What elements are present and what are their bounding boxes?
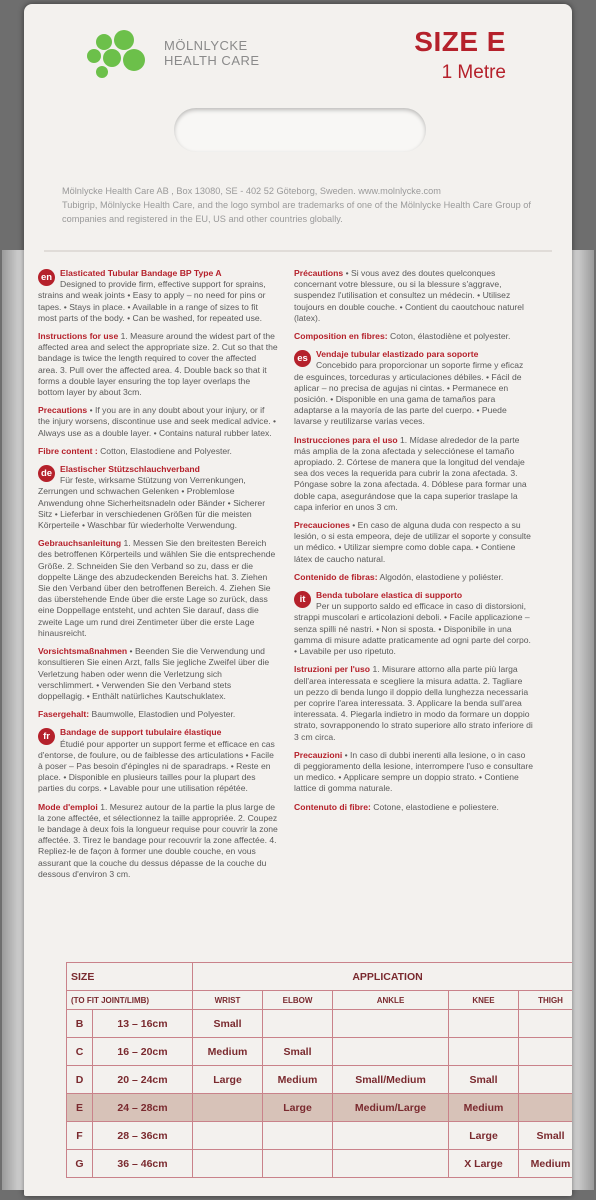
cell bbox=[263, 1010, 333, 1038]
table-header-row bbox=[67, 963, 573, 991]
en-instr-text: 1. Measure around the widest part of the affected area and select the appropriate size. 2. Cut so that the bandage is twice the length required to cover the affected area. 3. Pull over the affected area. 4. Double back so that it forms a double layer ensuring the top layer overlaps the bottom layer by about 3cm. bbox=[38, 331, 278, 398]
fr-body: Étudié pour apporter un support ferme et efficace en cas d'entorse, de foulure, ou de faiblesse des articulations • Facile à poser – Pas besoin d'épingles ni de sparadraps. • Reste en place. • Disponible en plusieurs tailles pour la plupart des parties du corps. • Lavable pour une utilisation répétée. bbox=[38, 738, 275, 794]
cell: Medium bbox=[263, 1066, 333, 1094]
section-en bbox=[38, 268, 278, 324]
brand-line1: MÖLNLYCKE bbox=[164, 38, 248, 53]
size-title: SIZE E bbox=[414, 26, 506, 57]
cell bbox=[333, 1122, 449, 1150]
col-ankle: ANKLE bbox=[333, 991, 449, 1010]
es-instr-heading: Instrucciones para el uso bbox=[294, 434, 398, 445]
hang-hole bbox=[174, 108, 426, 152]
section-de bbox=[38, 464, 278, 531]
cell bbox=[519, 1094, 573, 1122]
size-letter: G bbox=[67, 1150, 93, 1178]
en-prec-heading: Precautions bbox=[38, 405, 88, 416]
fr-fibre-heading: Composition en fibres: bbox=[294, 331, 388, 342]
es-instructions bbox=[294, 435, 534, 513]
text-column-right bbox=[294, 268, 534, 820]
fr-prec-text: • Si vous avez des doutes quelconques concernant votre blessure, ou si la blessure s'aggrave, suspendez l'utilisation et consultez un médecin. • Utilisez toujours en double couche. • Contient du caoutchouc naturel (latex). bbox=[294, 268, 524, 323]
size-range: 28 – 36cm bbox=[93, 1122, 193, 1150]
it-instructions bbox=[294, 664, 534, 742]
en-body: Designed to provide firm, effective support for sprains, strains and weak joints • Easy to apply – no need for pins or tapes. • Stays in place. • Available in a range of sizes to fit most parts of the body. • Can be washed, for repeated use. bbox=[38, 279, 266, 323]
it-prec-heading: Precauzioni bbox=[294, 749, 343, 760]
company-address bbox=[62, 184, 562, 226]
size-application-table bbox=[66, 962, 572, 1178]
es-prec-heading: Precauciones bbox=[294, 520, 350, 531]
cell bbox=[263, 1150, 333, 1178]
cell: Medium/Large bbox=[333, 1094, 449, 1122]
de-instr-heading: Gebrauchsanleitung bbox=[38, 538, 122, 549]
es-fibre-text: Algodón, elastodiene y poliéster. bbox=[379, 571, 504, 582]
fr-title: Bandage de support tubulaire élastique bbox=[60, 727, 222, 738]
table-row bbox=[67, 1010, 573, 1038]
it-fibre bbox=[294, 802, 534, 813]
it-instr-heading: Istruzioni per l'uso bbox=[294, 664, 371, 675]
table-subheader-row bbox=[67, 991, 573, 1010]
size-range: 16 – 20cm bbox=[93, 1038, 193, 1066]
cell: Medium bbox=[193, 1038, 263, 1066]
en-fibre-heading: Fibre content : bbox=[38, 445, 98, 456]
cell: Small bbox=[263, 1038, 333, 1066]
package-back bbox=[24, 4, 572, 1196]
en-precautions bbox=[38, 405, 278, 439]
size-letter: C bbox=[67, 1038, 93, 1066]
lang-badge-fr: fr bbox=[38, 728, 55, 745]
fr-fibre-text: Coton, élastodiène et polyester. bbox=[389, 331, 511, 342]
divider bbox=[44, 250, 552, 252]
address-line: Mölnlycke Health Care AB , Box 13080, SE - 402 52 Göteborg, Sweden. www.molnlycke.com bbox=[62, 186, 441, 196]
cell bbox=[193, 1122, 263, 1150]
col-knee: KNEE bbox=[449, 991, 519, 1010]
de-fibre bbox=[38, 709, 278, 720]
cell: Small bbox=[193, 1010, 263, 1038]
cell: Small bbox=[449, 1066, 519, 1094]
size-letter: B bbox=[67, 1010, 93, 1038]
fr-instructions bbox=[38, 802, 278, 880]
es-prec-text: • En caso de alguna duda con respecto a su lesión, o si esta empeora, deje de utilizar el soporte y consulte un médico. • Utilizar siempre como doble capa. • Contiene látex de caucho natural. bbox=[294, 520, 531, 564]
cell bbox=[519, 1038, 573, 1066]
cell: Small/Medium bbox=[333, 1066, 449, 1094]
col-wrist: WRIST bbox=[193, 991, 263, 1010]
section-it bbox=[294, 590, 534, 657]
cell: X Large bbox=[449, 1150, 519, 1178]
table-row bbox=[67, 1150, 573, 1178]
cell: Medium bbox=[449, 1094, 519, 1122]
es-body: Concebido para proporcionar un soporte firme y eficaz de esguinces, torceduras y articulaciones débiles. • Fácil de aplicar – no precisa de agujas ni cintas. • Permanece en posición. • Disponible en una gama de tamaños para adaptarse a la mayoría de las parte del cuerpo. • Puede lavarse y reutilizarse varias veces. bbox=[294, 360, 524, 427]
en-instructions bbox=[38, 331, 278, 398]
size-header: SIZE bbox=[67, 963, 193, 991]
cell: Medium bbox=[519, 1150, 573, 1178]
de-title: Elastischer Stützschlauchverband bbox=[60, 464, 200, 475]
de-fibre-text: Baumwolle, Elastodien und Polyester. bbox=[91, 709, 236, 720]
cell: Small bbox=[519, 1122, 573, 1150]
cell bbox=[333, 1038, 449, 1066]
brand-line2: HEALTH CARE bbox=[164, 53, 260, 68]
de-precautions bbox=[38, 646, 278, 702]
col-elbow: ELBOW bbox=[263, 991, 333, 1010]
size-range: 24 – 28cm bbox=[93, 1094, 193, 1122]
cell: Large bbox=[263, 1094, 333, 1122]
cell bbox=[519, 1066, 573, 1094]
size-letter: D bbox=[67, 1066, 93, 1094]
section-es bbox=[294, 349, 534, 427]
de-prec-text: • Beenden Sie die Verwendung und konsultieren Sie einen Arzt, falls Sie jegliche Zweifel über die Verletzung haben oder wenn die Verletzung sich verschlimmert. • Verwenden Sie den Verband stets doppellagig. • Enthält natürliches Kautschuklatex. bbox=[38, 646, 270, 701]
lang-badge-es: es bbox=[294, 350, 311, 367]
en-title: Elasticated Tubular Bandage BP Type A bbox=[60, 268, 222, 278]
molnlycke-logo-icon bbox=[84, 30, 160, 82]
table-row bbox=[67, 1122, 573, 1150]
cell bbox=[333, 1010, 449, 1038]
brand-name bbox=[164, 38, 260, 68]
size-range: 20 – 24cm bbox=[93, 1066, 193, 1094]
cell bbox=[193, 1150, 263, 1178]
en-prec-text: • If you are in any doubt about your injury, or if the injury worsens, discontinue use and seek medical advice. • Always use as a double layer. • Contains natural rubber latex. bbox=[38, 405, 277, 438]
section-fr bbox=[38, 727, 278, 794]
it-title: Benda tubolare elastica di supporto bbox=[316, 590, 463, 601]
es-instr-text: 1. Mídase alrededor de la parte más amplia de la zona afectada y selecciónese el tamaño apropiado. 2. Córtese de manera que la longitud del vendaje sea dos veces la requerida para cubrir la zona afectada. 3. Póngase sobre la zona afectada. 4. Dóblese para formar una doble capa, asegurándose que la capa superior traslape la capa inferior en unos 3 cm. bbox=[294, 434, 527, 512]
application-header: APPLICATION bbox=[193, 963, 573, 991]
de-instructions bbox=[38, 538, 278, 639]
it-precautions bbox=[294, 750, 534, 795]
table-row bbox=[67, 1066, 573, 1094]
it-instr-text: 1. Misurare attorno alla parte più larga dell'area interessata e scegliere la misura adatta. 2. Tagliare un pezzo di benda lungo il doppio della lunghezza necessaria per coprire l'area interessata. 3. Applicare la benda sull'area interessata. 4. Piegarla indietro in modo da formare un doppio strato, sovrapponendo lo strato superiore allo strato inferiore di 3 cm circa. bbox=[294, 664, 533, 742]
size-length: 1 Metre bbox=[441, 62, 506, 83]
size-range: 36 – 46cm bbox=[93, 1150, 193, 1178]
table-row bbox=[67, 1038, 573, 1066]
en-fibre-text: Cotton, Elastodiene and Polyester. bbox=[100, 445, 232, 456]
cell bbox=[193, 1094, 263, 1122]
it-fibre-text: Cotone, elastodiene e poliestere. bbox=[373, 801, 499, 812]
lang-badge-de: de bbox=[38, 465, 55, 482]
de-instr-text: 1. Messen Sie den breitesten Bereich des betroffenen Körperteils und wählen Sie die entsprechende Größe. 2. Schneiden Sie den Verband so zu, dass er die doppelte Länge des abzudeckenden Bereichs hat. 3. Ziehen Sie den Verband über den betroffenen Bereich. 4. Ziehen Sie das überstehende Ende über die erste Lage so zurück, dass eine Doppellage entsteht, und achten Sie darauf, dass die zweite Lage um rund drei Zentimeter über die erste Lage hinausreicht. bbox=[38, 538, 276, 638]
size-range: 13 – 16cm bbox=[93, 1010, 193, 1038]
table-row-highlighted bbox=[67, 1094, 573, 1122]
cell bbox=[449, 1010, 519, 1038]
es-fibre-heading: Contenido de fibras: bbox=[294, 571, 378, 582]
es-title: Vendaje tubular elastizado para soporte bbox=[316, 349, 479, 360]
it-body: Per un supporto saldo ed efficace in caso di distorsioni, strappi muscolari e articolazioni deboli. • Facile applicazione – senza spilli né nastri. • Non si sposta. • Disponibile in una gamma di misure adatte praticamente ad ogni parte del corpo. • Lavabile per uso ripetuto. bbox=[294, 601, 531, 657]
es-precautions bbox=[294, 520, 534, 565]
size-letter: F bbox=[67, 1122, 93, 1150]
cell bbox=[519, 1010, 573, 1038]
cell: Large bbox=[449, 1122, 519, 1150]
de-prec-heading: Vorsichtsmaßnahmen bbox=[38, 646, 128, 657]
fr-prec-heading: Précautions bbox=[294, 268, 344, 278]
de-body: Für feste, wirksame Stützung von Verrenkungen, Zerrungen und schwachen Gelenken • Problemlose Anwendung ohne Sicherheitsnadeln oder Bänder • Sicherer Sitz • Lieferbar in verschiedenen Größen für die meisten Körperteile • Waschbar für wiederholte Verwendung. bbox=[38, 475, 266, 531]
de-fibre-heading: Fasergehalt: bbox=[38, 709, 90, 720]
cell bbox=[263, 1122, 333, 1150]
it-fibre-heading: Contenuto di fibre: bbox=[294, 801, 371, 812]
box-side-right bbox=[572, 250, 594, 1190]
size-letter: E bbox=[67, 1094, 93, 1122]
cell: Large bbox=[193, 1066, 263, 1094]
es-fibre bbox=[294, 572, 534, 583]
en-fibre bbox=[38, 446, 278, 457]
it-prec-text: • In caso di dubbi inerenti alla lesione, o in caso di peggioramento della lesione, interrompere l'uso e consultare un medico. • Applicare sempre un doppio strato. • Contiene lattice di gomma naturale. bbox=[294, 749, 534, 794]
fr-precautions bbox=[294, 268, 534, 324]
text-column-left bbox=[38, 268, 278, 887]
fr-instr-heading: Mode d'emploi bbox=[38, 801, 98, 812]
lang-badge-en: en bbox=[38, 269, 55, 286]
trademark-line: Tubigrip, Mölnlycke Health Care, and the logo symbol are trademarks of one of the Mölnlycke Health Care Group of companies and registered in the EU, US and other countries globally. bbox=[62, 200, 531, 224]
cell bbox=[333, 1150, 449, 1178]
col-thigh: THIGH bbox=[519, 991, 573, 1010]
cell bbox=[449, 1038, 519, 1066]
fr-instr-text: 1. Mesurez autour de la partie la plus large de la zone affectée, et sélectionnez la taille appropriée. 2. Coupez le bandage à deux fois la longueur requise pour couvrir la zone affectée. 3. Tirez le bandage pour recouvrir la zone affectée. 4. Repliez-le de façon à former une double couche, en vous assurant que la couche du dessus dépasse de la couche du dessous d'environ 3 cm. bbox=[38, 801, 278, 879]
en-instr-heading: Instructions for use bbox=[38, 331, 119, 342]
fr-fibre bbox=[294, 331, 534, 342]
size-subheader: (TO FIT JOINT/LIMB) bbox=[67, 991, 193, 1010]
box-side-left bbox=[2, 250, 24, 1190]
lang-badge-it: it bbox=[294, 591, 311, 608]
